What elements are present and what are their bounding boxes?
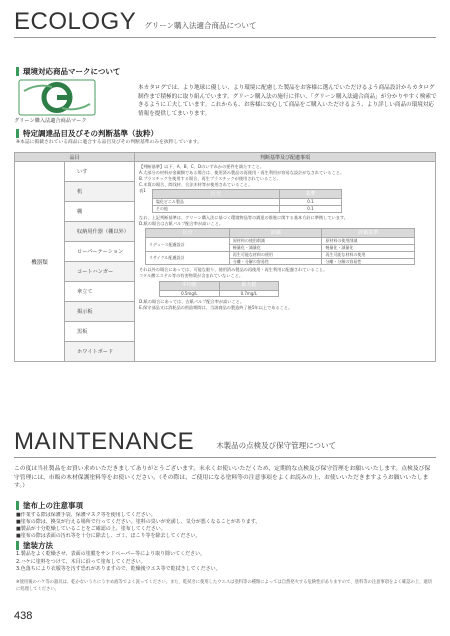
- criteria-line: それ以外の場合にあっては、可能な限り、使用済み製品の再使用・再生利用に配慮されていること。: [139, 267, 328, 273]
- green-purchase-mark-icon: [18, 79, 96, 116]
- maintenance-subtitle: 木製品の点検及び保守管理について: [216, 441, 337, 450]
- list-item: ■塗布の際は、換気が行える場所で行ってください。塗料の臭いが充満し、気分が悪くなることがあります。: [16, 519, 261, 526]
- criteria-line: A.大部分の材料が金属類である場合は、使用済み製品の再使用・再生利用が容易な設計がなされていること。: [139, 170, 345, 176]
- table1: [152, 189, 342, 213]
- list-item: ■塗布の際は表面の汚れ等を十分に除去し、ゴミ、ほこり等を除去してください。: [16, 533, 201, 539]
- method-heading: 塗装方法: [16, 540, 53, 551]
- list-item: 3.色落ちにより衣服等を汚す恐れがありますので、乾燥後ウエス等で乾拭きしてください。: [16, 566, 221, 572]
- criteria-table-header: [15, 153, 436, 162]
- t1-header: 基準: [280, 190, 342, 199]
- criteria-line: フタル酸エステル等の有害物質が含まれていないこと。: [139, 273, 244, 279]
- section-marker-icon: [16, 129, 19, 138]
- item-cell: 傘立て: [65, 282, 135, 302]
- t1-cell: 0.1: [280, 206, 342, 213]
- mark-caption: グリーン購入法適合商品マーク: [14, 118, 87, 124]
- t2-header: 評価基準: [322, 229, 415, 238]
- section-marker-icon: [16, 67, 19, 76]
- col-header-criteria: 判断基準及び配慮事項: [135, 153, 436, 162]
- t1-cell: その他: [152, 206, 279, 213]
- maintenance-header: [14, 430, 336, 454]
- method-list: [16, 551, 436, 574]
- criteria-note: ※本誌に掲載されている商品に適合する品目及びその判断基準のみを抜粋しています。: [16, 140, 202, 145]
- item-cell: コートハンガー: [65, 262, 135, 282]
- t2-header: 区分: [146, 229, 230, 238]
- criteria-line: E.保守部品又は消耗品の供給期間は、当該商品の製造終了後5年以上であること。: [139, 305, 293, 311]
- item-cell: 収納用什器（棚以外）: [65, 222, 135, 242]
- item-cell: ホワイトボード: [65, 342, 135, 362]
- col-header-item: 品目: [15, 153, 135, 162]
- t2-cell: 原材料の使用削減: [322, 238, 415, 245]
- item-cell: いす: [65, 162, 135, 182]
- list-item: ■製品が十分乾燥していることをご確認の上、塗布してください。: [16, 526, 166, 533]
- item-cell: 黒板: [65, 322, 135, 342]
- caution-list: [16, 512, 436, 539]
- mark-section-heading: 環境対応商品マークについて: [16, 66, 120, 77]
- item-cell: ローパーテーション: [65, 242, 135, 262]
- section-marker-icon: [16, 501, 19, 510]
- t1-header: 区分: [152, 190, 279, 199]
- ecology-divider: [14, 37, 436, 38]
- maintenance-title: MAINTENANCE: [14, 428, 195, 455]
- t3-cell: 0.7mg/L: [219, 290, 279, 297]
- maintenance-divider: [14, 457, 436, 458]
- item-cell: 棚: [65, 202, 135, 222]
- footnote: ※使用後のハケ等の器具は、乾かないうちにうすめ液等でよく洗ってください。また、乾拭きに使用したウエスは塗料等の種類によっては自然発火する危険性がありますので、塗料等の注意事項をよく確認の上、適切に処理してください。: [16, 580, 433, 592]
- item-cell: 掲示板: [65, 302, 135, 322]
- t2-cell: 再生可能な材料の使用: [229, 251, 322, 258]
- caution-heading: 塗布上の注意事項: [16, 500, 83, 511]
- maintenance-body: この度は当社製品をお買い求めいただきましてありがとうございます。末永くお使いいただくため、定期的な点検及び保守管理をお願いいたします。点検及び保守管理には、市販の木材保護塗料等をお使いください。（その際は、ご使用になる塗料等の注意事項をよくお読みの上、お使いいただきますようお願いいたします。）: [14, 466, 431, 490]
- criteria-line: B.プラスチックを使用する場合、再生プラスチックが使用されていること。: [139, 176, 281, 182]
- category-cell: 機器類: [15, 162, 65, 362]
- t2-cell: 軽量化・減量化: [229, 244, 322, 251]
- page-number: 438: [14, 610, 33, 622]
- criteria-line: D.紙の場合にあっては、古紙パルプ配合率が高いこと。: [139, 299, 245, 305]
- ecology-title: ECOLOGY: [14, 8, 137, 35]
- t2-cell: 原材料の使用削減: [229, 238, 322, 245]
- criteria-line: 【判断基準】以下、A、B、C、Dのいずれかの要件を満たすこと。: [139, 164, 264, 169]
- table2: [145, 228, 415, 265]
- criteria-line: D.紙の場合は古紙パルプ配合率が高いこと。: [139, 221, 224, 227]
- t2-cell: リデュース配慮設計: [146, 238, 230, 252]
- t3-cell: 0.5mg/L: [160, 290, 220, 297]
- t3-header: 最大値: [219, 281, 279, 290]
- list-item: ■作業する際は保護手袋、保護マスク等を使用してください。: [16, 512, 156, 518]
- list-item: 2.ハケに塗料をつけて、木目に沿って塗布してください。: [16, 558, 146, 565]
- t1-cell: 塩化ビニル製品: [152, 199, 279, 206]
- table-row: [15, 162, 436, 182]
- table1-title: 表1: [139, 188, 146, 194]
- t2-cell: 分離・分解の容易性: [229, 258, 322, 265]
- list-item: 1.製品をよく乾燥させ、表面の塗膜をサンドペーパー等により取り除いてください。: [16, 551, 206, 557]
- criteria-text-cell: [135, 162, 436, 362]
- t1-cell: 0.1: [280, 199, 342, 206]
- item-cell: 机: [65, 182, 135, 202]
- ecology-subtitle: グリーン購入法適合商品について: [144, 21, 257, 30]
- criteria-heading: 特定調達品目及びその判断基準（抜粋）: [16, 128, 158, 139]
- ecology-header: [14, 10, 256, 34]
- mark-intro-text: 本カタログでは、より地球に優しい、より環境に配慮した製品をお客様に選んでいただけるよう商品設計からカタログ制作まで積極的に取り組んでいます。グリーン購入法の施行に伴い、「グリーン購入法適合商品」が分かりやすく検索できるように工夫しています。これからも、お客様に安心して商品をご購入いただけるよう、より詳しい商品の環境対応情報を提供してまいります。: [138, 85, 437, 117]
- criteria-line: なお、上記判断基準は、グリーン購入法に基づく環境物品等の調達の推進に関する基本方針に準拠しています。: [139, 214, 348, 220]
- t2-cell: リサイクル配慮設計: [146, 251, 230, 265]
- t2-cell: 分離・分解の容易性: [322, 258, 415, 265]
- t2-cell: 軽量化・減量化: [322, 244, 415, 251]
- criteria-table: [14, 152, 436, 362]
- criteria-line: C.木質の場合、間伐材、合法木材等が使用されていること。: [139, 182, 253, 188]
- t3-header: 平均値: [160, 281, 220, 290]
- section-marker-icon: [16, 541, 19, 550]
- t2-cell: 再生可能な材料の使用: [322, 251, 415, 258]
- t2-header: 評価: [229, 229, 322, 238]
- table3: [159, 281, 279, 298]
- table1-wrap: [139, 188, 431, 215]
